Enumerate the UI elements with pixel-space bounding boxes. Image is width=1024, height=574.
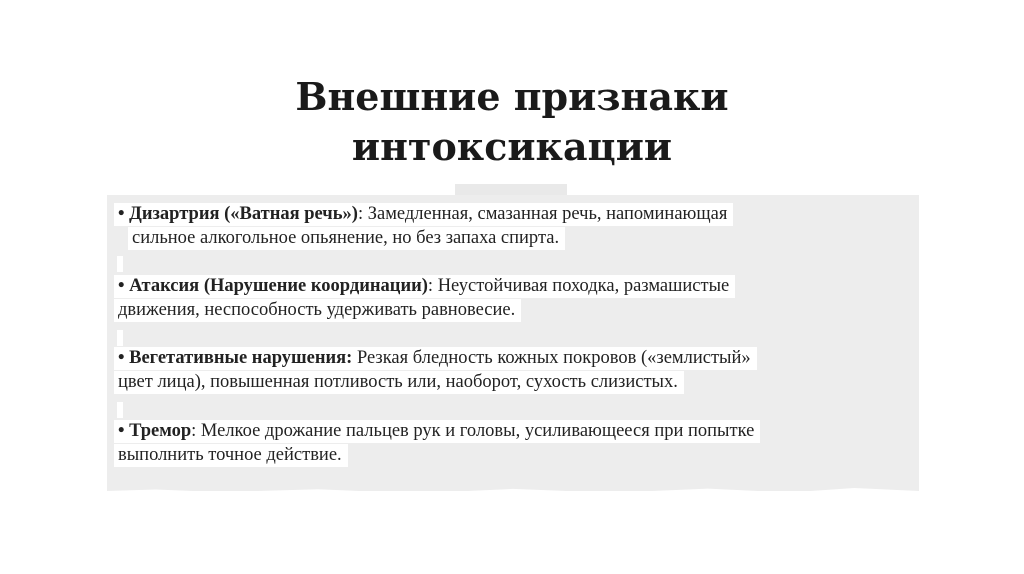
bullet-icon: •: [118, 348, 125, 368]
list-item-ataxia: [114, 275, 735, 323]
list-item-separator: :: [357, 204, 364, 224]
list-item-separator: :: [191, 421, 197, 441]
list-item-line-1: [114, 420, 760, 443]
list-item-description-start: Резкая бледность кожных покровов («землистый»: [352, 348, 751, 368]
slide-title-line-2: интоксикации: [351, 124, 673, 169]
list-item-line-1: [114, 203, 733, 226]
list-item-description-start: Замедленная, смазанная речь, напоминающая: [363, 204, 728, 224]
list-item-term: Тремор: [129, 421, 192, 441]
paper-stub: [117, 402, 123, 418]
bullet-icon: •: [118, 204, 125, 224]
list-item-tremor: [114, 420, 760, 468]
list-item-term: Атаксия (Нарушение координации): [129, 276, 428, 296]
list-item-line-2: цвет лица), повышенная потливость или, наоборот, сухость слизистых.: [114, 371, 684, 394]
list-item-line-2: движения, неспособность удерживать равновесие.: [114, 299, 521, 322]
bullet-icon: •: [118, 276, 125, 296]
bullet-icon: •: [118, 421, 125, 441]
paper-stub: [117, 330, 123, 346]
list-item-line-1: [114, 347, 757, 370]
slide-title: [0, 72, 1024, 172]
list-item-line-2: сильное алкогольное опьянение, но без запаха спирта.: [128, 227, 565, 250]
list-item-description-start: Неустойчивая походка, размашистые: [433, 276, 730, 296]
list-item-term: Вегетативные нарушения:: [129, 348, 353, 368]
list-item-line-2: выполнить точное действие.: [114, 444, 348, 467]
list-item-separator: :: [427, 276, 434, 296]
paper-stub: [117, 256, 123, 272]
list-item-description-start: Мелкое дрожание пальцев рук и головы, усиливающееся при попытке: [196, 421, 755, 441]
list-item-vegetative: [114, 347, 757, 395]
list-item-dysarthria: [114, 203, 733, 251]
list-item-line-1: [114, 275, 735, 298]
list-item-term: Дизартрия («Ватная речь»): [129, 204, 358, 224]
slide-title-line-1: Внешние признаки: [295, 74, 729, 119]
